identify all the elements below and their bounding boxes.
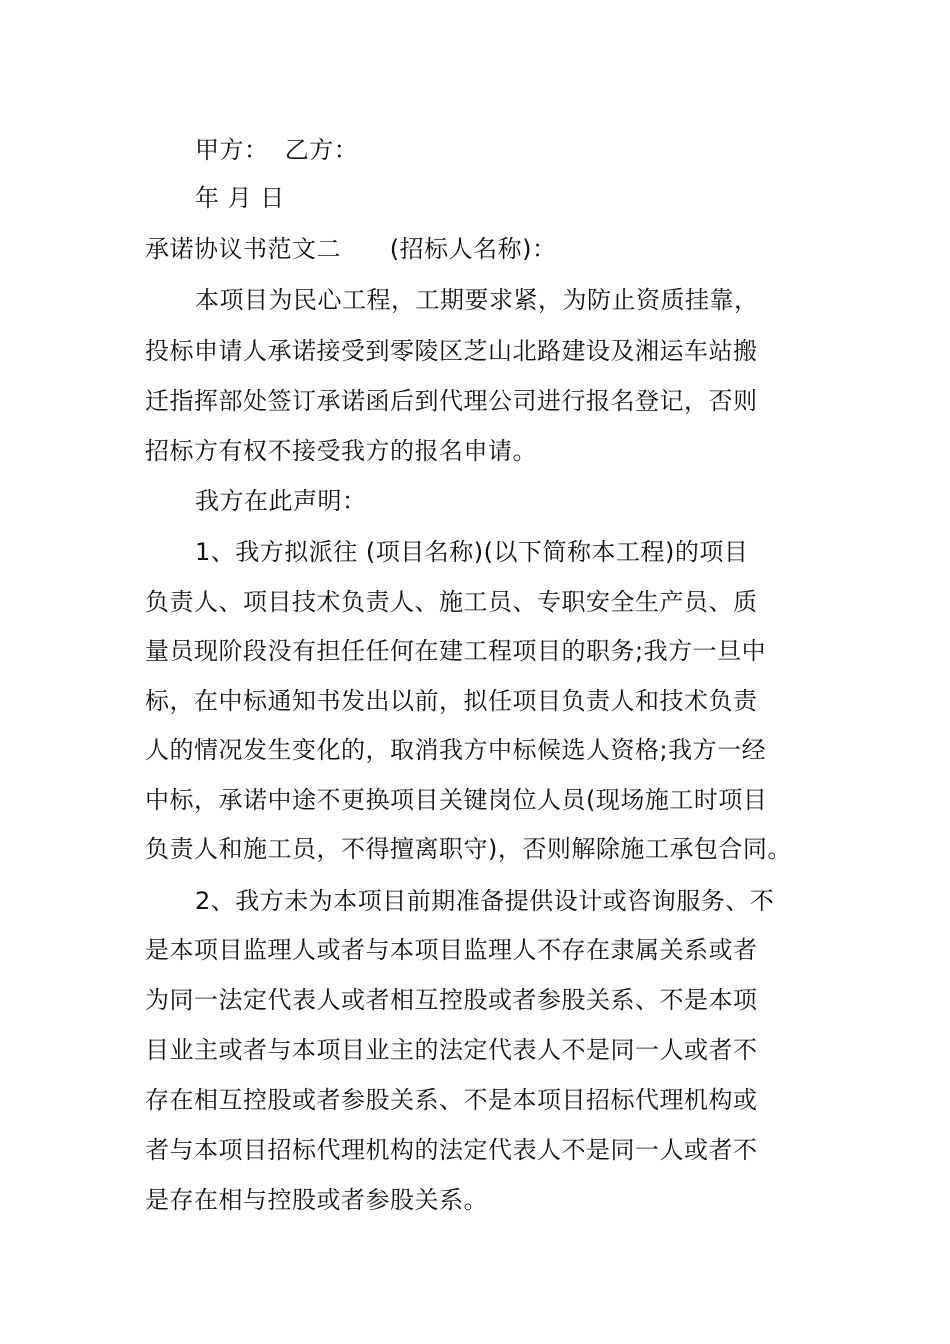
declaration-heading: 我方在此声明： [195, 487, 367, 515]
paragraph-line: 招标方有权不接受我方的报名申请。 [145, 437, 537, 465]
clause-2-line: 是存在相与控股或者参股关系。 [145, 1186, 488, 1214]
clause-2-line: 2、我方未为本项目前期准备提供设计或咨询服务、不 [195, 887, 775, 915]
clause-1-line: 量员现阶段没有担任任何在建工程项目的职务;我方一旦中 [145, 637, 767, 665]
clause-1-line: 负责人和施工员，不得擅离职守)，否则解除施工承包合同。 [145, 835, 792, 863]
clause-2-line: 存在相互控股或者参股关系、不是本项目招标代理机构或 [145, 1086, 758, 1114]
paragraph-line: 投标申请人承诺接受到零陵区芝山北路建设及湘运车站搬 [145, 337, 758, 365]
clause-1-line: 负责人、项目技术负责人、施工员、专职安全生产员、质 [145, 588, 758, 616]
paragraph-line: 迁指挥部处签订承诺函后到代理公司进行报名登记，否则 [145, 387, 758, 415]
clause-2-line: 为同一法定代表人或者相互控股或者参股关系、不是本项 [145, 986, 758, 1014]
clause-2-line: 者与本项目招标代理机构的法定代表人不是同一人或者不 [145, 1136, 758, 1164]
clause-1-line: 1、我方拟派往 (项目名称)(以下简称本工程)的项目 [195, 538, 749, 566]
clause-2-line: 是本项目监理人或者与本项目监理人不存在隶属关系或者 [145, 936, 758, 964]
clause-1-line: 标，在中标通知书发出以前，拟任项目负责人和技术负责 [145, 687, 758, 715]
clause-1-line: 人的情况发生变化的，取消我方中标候选人资格;我方一经 [145, 736, 767, 764]
date-line: 年 月 日 [195, 184, 285, 212]
signature-parties-line: 甲方： 乙方： [195, 136, 359, 164]
paragraph-line: 本项目为民心工程，工期要求紧，为防止资质挂靠， [195, 286, 759, 314]
clause-1-line: 中标，承诺中途不更换项目关键岗位人员(现场施工时项目 [145, 786, 768, 814]
clause-2-line: 目业主或者与本项目业主的法定代表人不是同一人或者不 [145, 1036, 758, 1064]
document-heading: 承诺协议书范文二 (招标人名称)： [145, 235, 557, 263]
